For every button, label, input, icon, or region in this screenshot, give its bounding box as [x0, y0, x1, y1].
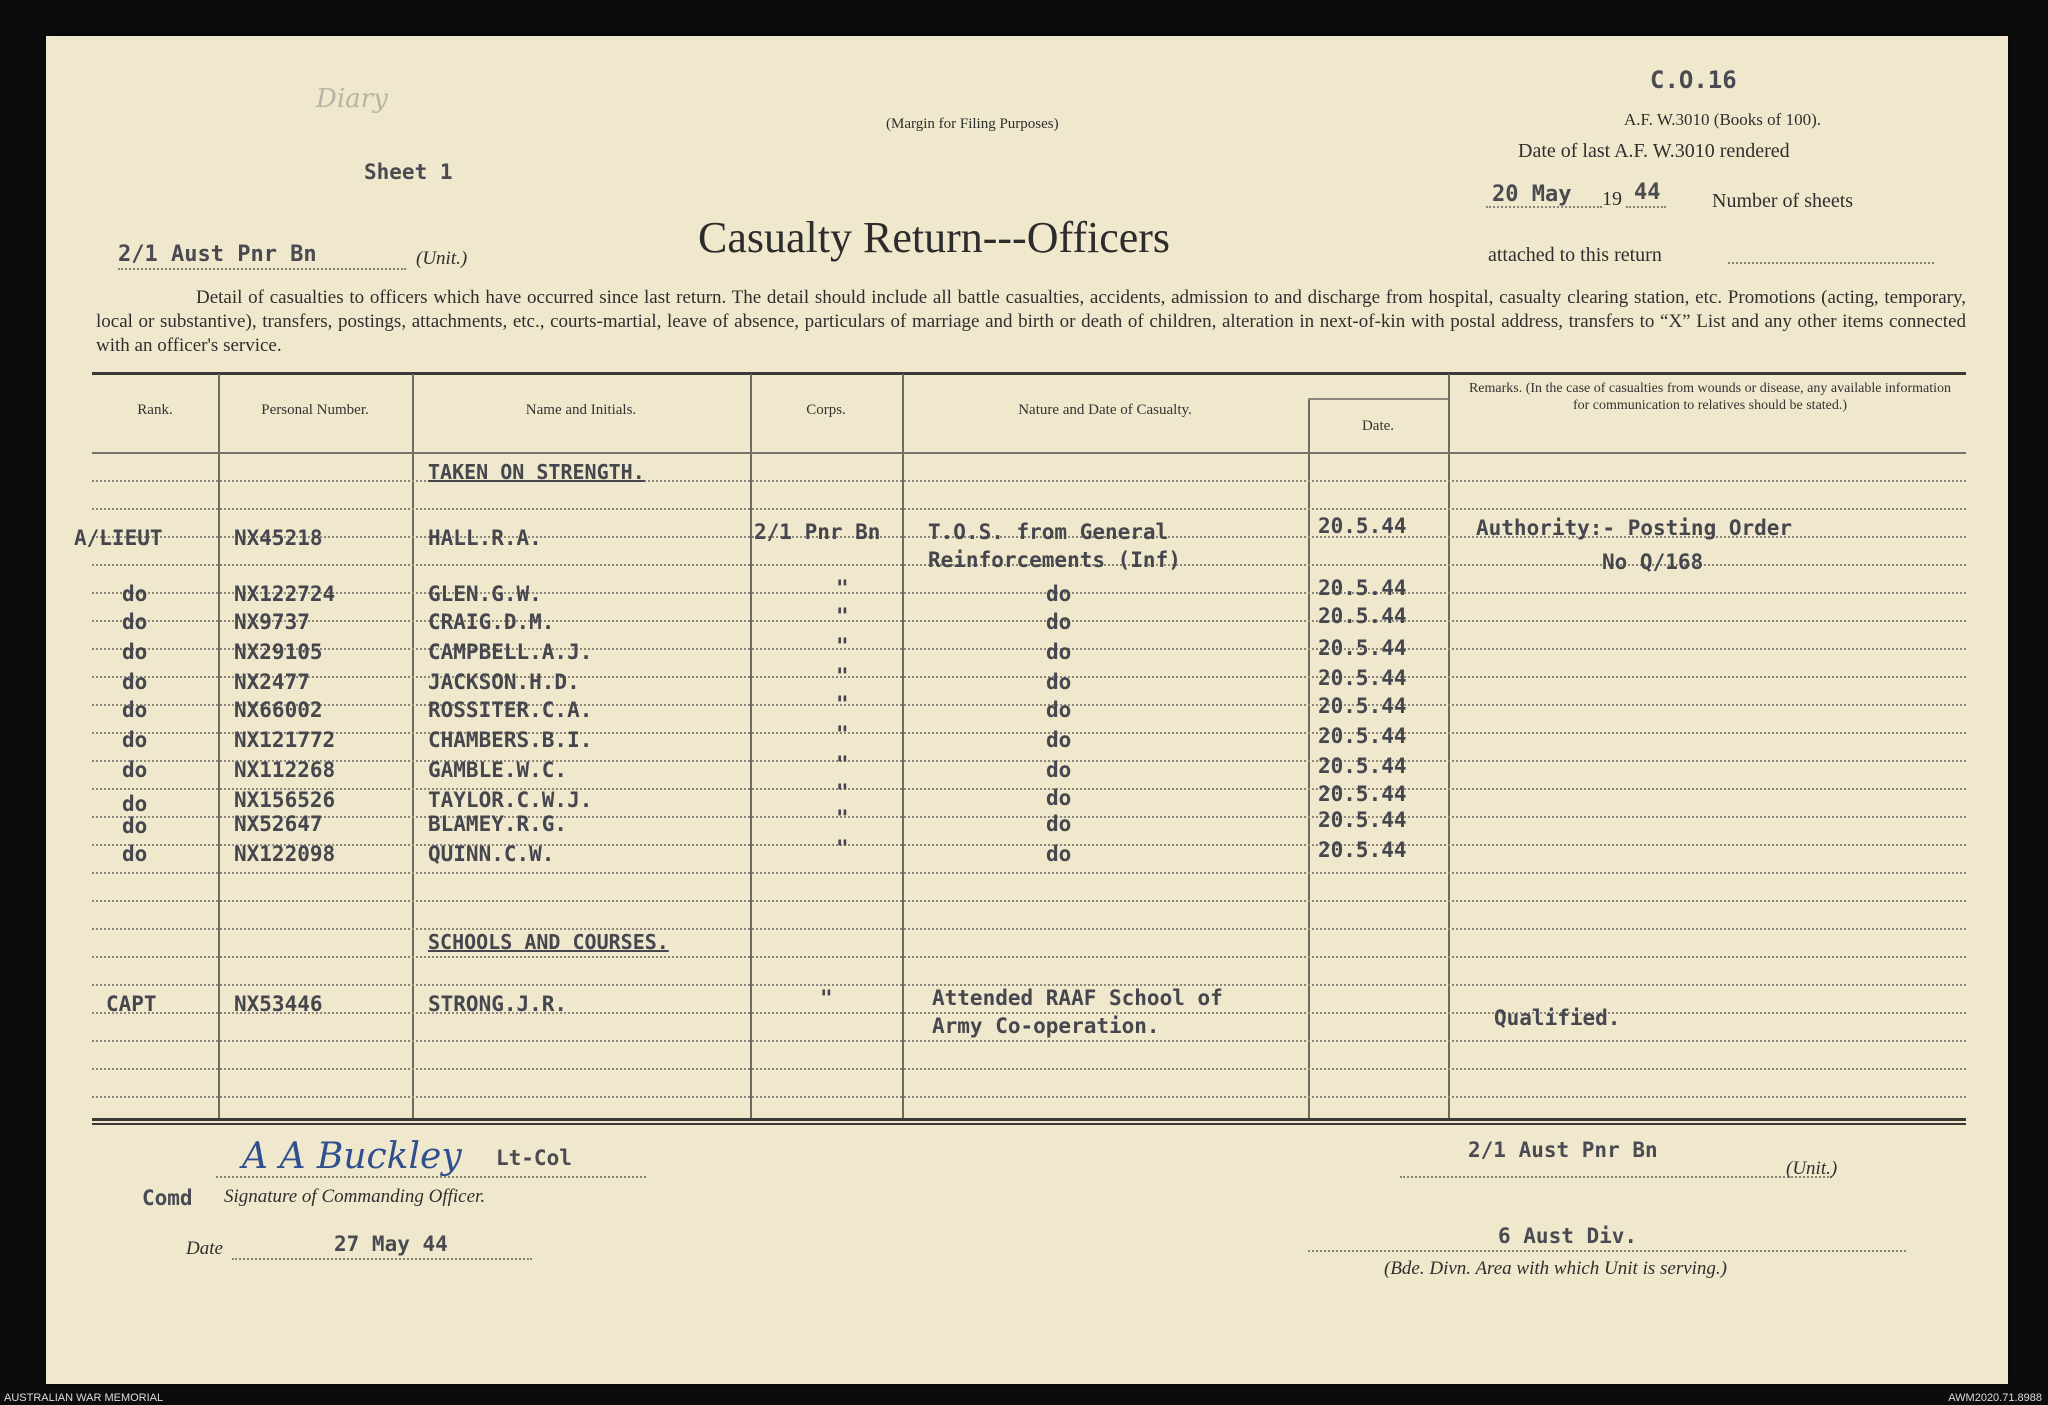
rank: do [122, 670, 148, 694]
header-personal-number: Personal Number. [261, 402, 369, 418]
nature: do [1046, 812, 1072, 836]
date: 20.5.44 [1318, 808, 1407, 832]
rank: do [122, 640, 148, 664]
date-label: Date [186, 1238, 223, 1259]
rank: do [122, 792, 148, 816]
attached-label: attached to this return [1488, 244, 1662, 266]
header-rank: Rank. [137, 402, 173, 418]
header-name: Name and Initials. [525, 402, 637, 418]
name: QUINN.C.W. [428, 842, 555, 866]
personal-number: NX122098 [234, 842, 336, 866]
personal-number: NX45218 [234, 526, 323, 550]
date-year: 44 [1634, 180, 1661, 205]
name: JACKSON.H.D. [428, 670, 580, 694]
date: 20.5.44 [1318, 636, 1407, 660]
number-of-sheets-label: Number of sheets [1712, 190, 1854, 212]
personal-number: NX29105 [234, 640, 323, 664]
comd-label: Comd [142, 1186, 193, 1210]
remarks: Qualified. [1494, 1006, 1621, 1030]
header-date: Date. [1361, 418, 1395, 434]
nature: do [1046, 698, 1072, 722]
signatory-rank: Lt-Col [496, 1146, 572, 1170]
nature-continued: Reinforcements (Inf) [928, 548, 1181, 572]
personal-number: NX9737 [234, 610, 310, 634]
name: STRONG.J.R. [428, 992, 568, 1016]
header-remarks: Remarks. (In the case of casualties from wounds or disease, any available information for communication to relatives should be stated.) [1468, 381, 1952, 413]
nature: do [1046, 582, 1072, 606]
division-label: (Bde. Divn. Area with which Unit is serving.) [1384, 1258, 1728, 1279]
date: 20.5.44 [1318, 754, 1407, 778]
personal-number: NX66002 [234, 698, 323, 722]
corps: 2/1 Pnr Bn [754, 520, 881, 544]
name: TAYLOR.C.W.J. [428, 788, 593, 812]
corps: " [836, 576, 849, 600]
archive-accession-number: AWM2020.71.8988 [1948, 1392, 2042, 1404]
corps: " [836, 722, 849, 746]
personal-number: NX156526 [234, 788, 336, 812]
name: CAMPBELL.A.J. [428, 640, 593, 664]
personal-number: NX112268 [234, 758, 336, 782]
rank: do [122, 814, 148, 838]
unit-value: 2/1 Aust Pnr Bn [118, 242, 317, 267]
date: 20.5.44 [1318, 604, 1407, 628]
footer-date-value: 27 May 44 [334, 1232, 448, 1256]
nature: do [1046, 758, 1072, 782]
rank: CAPT [106, 992, 157, 1016]
name: GLEN.G.W. [428, 582, 542, 606]
name: GAMBLE.W.C. [428, 758, 568, 782]
rank: do [122, 582, 148, 606]
date: 20.5.44 [1318, 724, 1407, 748]
footer-unit-value: 2/1 Aust Pnr Bn [1468, 1138, 1658, 1162]
corps: " [836, 634, 849, 658]
name: CRAIG.D.M. [428, 610, 555, 634]
date: 20.5.44 [1318, 838, 1407, 862]
name: CHAMBERS.B.I. [428, 728, 593, 752]
corps: " [836, 664, 849, 688]
date: 20.5.44 [1318, 694, 1407, 718]
casualty-return-form [46, 36, 2008, 1384]
date-last-rendered-label: Date of last A.F. W.3010 rendered [1518, 140, 1790, 162]
nature: do [1046, 728, 1072, 752]
rank: do [122, 728, 148, 752]
nature: T.O.S. from General [928, 520, 1169, 544]
rank: do [122, 698, 148, 722]
name: ROSSITER.C.A. [428, 698, 593, 722]
rank: do [122, 758, 148, 782]
name: BLAMEY.R.G. [428, 812, 568, 836]
division-value: 6 Aust Div. [1498, 1224, 1638, 1248]
table-top-rule [92, 372, 1966, 375]
date: 20.5.44 [1318, 666, 1407, 690]
rank: do [122, 610, 148, 634]
sheet-number: Sheet 1 [364, 160, 453, 184]
date: 20.5.44 [1318, 782, 1407, 806]
personal-number: NX2477 [234, 670, 310, 694]
section-taken-on-strength: TAKEN ON STRENGTH. [428, 460, 645, 484]
date-century: 19 [1602, 188, 1622, 210]
co-number: C.O.16 [1650, 66, 1737, 94]
table-bottom-rule [92, 1118, 1966, 1121]
rank: do [122, 842, 148, 866]
corps: " [836, 692, 849, 716]
nature: do [1046, 786, 1072, 810]
date: 20.5.44 [1318, 576, 1407, 600]
date-last-rendered-value: 20 May [1492, 182, 1572, 207]
corps: " [836, 780, 849, 804]
personal-number: NX53446 [234, 992, 323, 1016]
nature: do [1046, 640, 1072, 664]
corps: " [836, 806, 849, 830]
nature: Attended RAAF School of [932, 986, 1223, 1010]
date: 20.5.44 [1318, 514, 1407, 538]
nature: do [1046, 670, 1072, 694]
nature-continued: Army Co-operation. [932, 1014, 1160, 1038]
margin-note: (Margin for Filing Purposes) [886, 116, 1059, 132]
pencil-annotation: Diary [316, 84, 388, 114]
personal-number: NX121772 [234, 728, 336, 752]
unit-label: (Unit.) [416, 248, 468, 269]
remarks: Authority:- Posting Order [1476, 516, 1793, 540]
form-reference: A.F. W.3010 (Books of 100). [1624, 110, 1821, 129]
form-title: Casualty Return---Officers [698, 213, 1171, 262]
archive-credit: AUSTRALIAN WAR MEMORIAL [4, 1392, 164, 1404]
rank: A/LIEUT [74, 526, 163, 550]
corps: " [836, 604, 849, 628]
name: HALL.R.A. [428, 526, 542, 550]
corps: " [836, 752, 849, 776]
commanding-officer-signature: A A Buckley [242, 1136, 462, 1177]
corps: " [820, 986, 833, 1010]
personal-number: NX122724 [234, 582, 336, 606]
signature-label: Signature of Commanding Officer. [224, 1186, 486, 1207]
footer-unit-label: (Unit.) [1786, 1158, 1838, 1179]
remarks-continued: No Q/168 [1602, 550, 1704, 574]
nature: do [1046, 610, 1072, 634]
header-corps: Corps. [806, 402, 846, 418]
personal-number: NX52647 [234, 812, 323, 836]
instructions-paragraph: Detail of casualties to officers which have occurred since last return. The detail should include all battle casualties, accidents, admission to and discharge from hospital, casualty clearing station, etc. Promotions (acting, temporary, local or substantive), transfers, postings, attachments, etc., courts-martial, leave of absence, particulars of marriage and birth or death of children, alteration in next-of-kin with postal address, transfers to “X” List and any other items connected with an officer's service. [96, 287, 1966, 356]
corps: " [836, 836, 849, 860]
header-nature: Nature and Date of Casualty. [1018, 402, 1192, 418]
section-schools-and-courses: SCHOOLS AND COURSES. [428, 930, 669, 954]
nature: do [1046, 842, 1072, 866]
